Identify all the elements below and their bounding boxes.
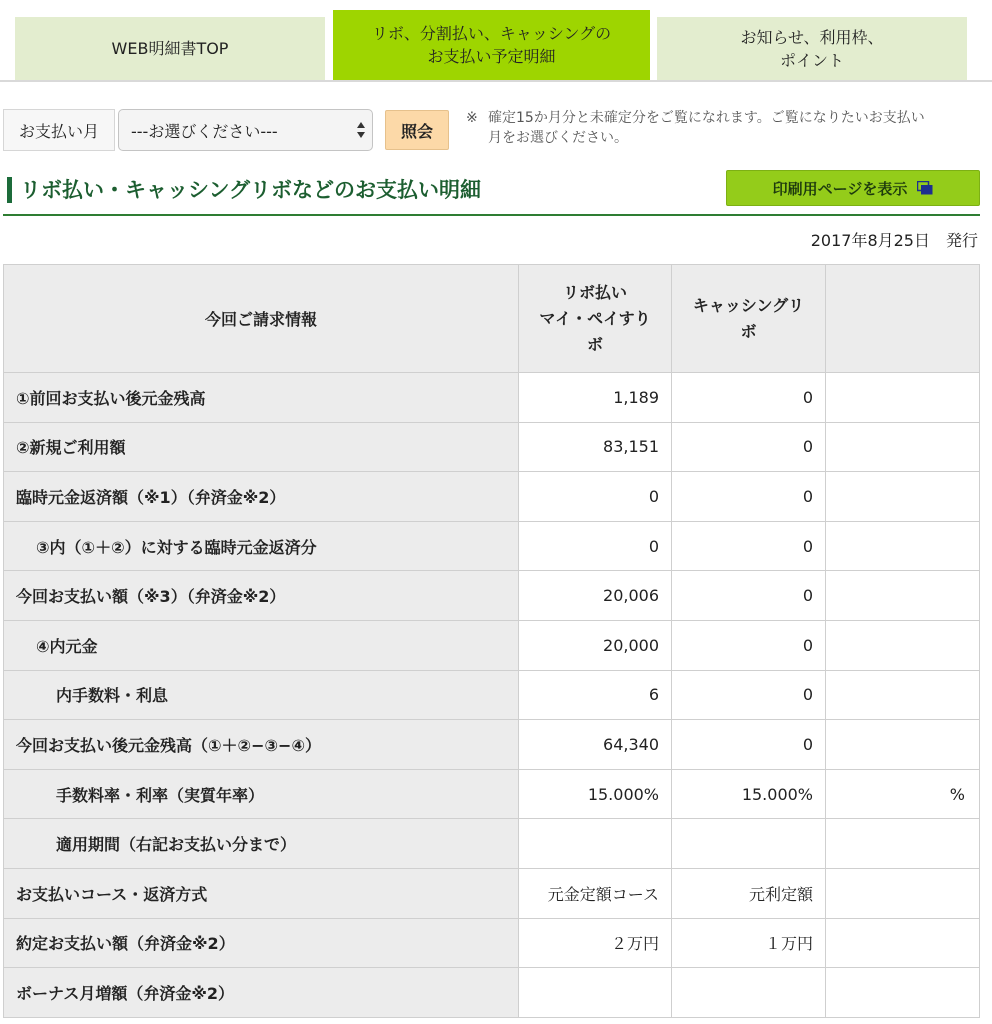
print-page-button[interactable] <box>726 170 980 206</box>
tab-web-statement-top[interactable] <box>15 17 325 80</box>
print-button-label: 印刷用ページを表示 <box>772 179 908 198</box>
table-row <box>4 373 980 423</box>
tab-divider <box>0 80 992 82</box>
heading-accent-bar <box>7 177 12 203</box>
row-label: 内手数料・利息 <box>4 670 519 720</box>
inquiry-button[interactable]: 照会 <box>385 110 449 150</box>
tab-label: お知らせ、利用枠、 <box>740 27 884 47</box>
value-revolving <box>519 819 672 869</box>
value-revolving: 64,340 <box>519 720 672 770</box>
row-label: ①前回お支払い後元金残高 <box>4 373 519 423</box>
header-line: キャッシングリ <box>692 295 805 315</box>
value-other: % <box>826 769 980 819</box>
note-text: 確定15か月分と未確定分をご覧になれます。ご覧になりたいお支払い月をお選びください。 <box>488 110 925 146</box>
note-mark: ※ <box>466 110 478 126</box>
value-revolving: 0 <box>519 521 672 571</box>
header-line: ボ <box>740 321 757 341</box>
table-row <box>4 670 980 720</box>
value-other <box>826 472 980 522</box>
table-header-row <box>4 265 980 373</box>
value-other <box>826 868 980 918</box>
value-other <box>826 422 980 472</box>
value-revolving: 6 <box>519 670 672 720</box>
row-label: 適用期間（右記お支払い分まで） <box>4 819 519 869</box>
billing-table <box>3 264 980 1018</box>
value-revolving <box>519 968 672 1018</box>
value-cashing: 0 <box>672 373 826 423</box>
header-revolving <box>519 265 672 373</box>
new-window-icon <box>917 181 933 195</box>
row-label: ボーナス月増額（弁済金※2） <box>4 968 519 1018</box>
table-row <box>4 868 980 918</box>
payment-month-select[interactable] <box>118 109 373 151</box>
tab-bar <box>0 0 992 82</box>
value-cashing: 0 <box>672 521 826 571</box>
value-cashing: 0 <box>672 422 826 472</box>
tab-label: リボ、分割払い、キャッシングの <box>371 24 612 43</box>
tab-label: お支払い予定明細 <box>427 47 556 66</box>
tab-label: ポイント <box>779 50 844 70</box>
row-label: 臨時元金返済額（※1）（弁済金※2） <box>4 472 519 522</box>
value-revolving: 元金定額コース <box>519 868 672 918</box>
value-cashing: １万円 <box>672 918 826 968</box>
header-empty <box>826 265 980 373</box>
row-label: 手数料率・利率（実質年率） <box>4 769 519 819</box>
value-cashing: 0 <box>672 670 826 720</box>
table-row <box>4 620 980 670</box>
table-row <box>4 720 980 770</box>
value-other <box>826 819 980 869</box>
row-label: ②新規ご利用額 <box>4 422 519 472</box>
tab-label: WEB明細書TOP <box>111 39 229 58</box>
row-label: 今回お支払い後元金残高（①＋②−③−④） <box>4 720 519 770</box>
row-label: ③内（①＋②）に対する臨時元金返済分 <box>4 521 519 571</box>
tab-revolving-payment-schedule[interactable] <box>333 10 650 80</box>
issue-date <box>811 228 978 251</box>
payment-month-value: ---お選びください--- <box>131 121 278 141</box>
header-billing-info: 今回ご請求情報 <box>4 265 519 373</box>
table-row <box>4 571 980 621</box>
value-revolving: 15.000% <box>519 769 672 819</box>
value-revolving: ２万円 <box>519 918 672 968</box>
page-title: リボ払い・キャッシングリボなどのお支払い明細 <box>20 178 482 202</box>
value-cashing: 0 <box>672 571 826 621</box>
value-other <box>826 620 980 670</box>
value-revolving: 0 <box>519 472 672 522</box>
value-cashing: 0 <box>672 620 826 670</box>
value-other <box>826 918 980 968</box>
header-line: ボ <box>586 334 603 354</box>
issue-label: 発行 <box>945 231 978 250</box>
tab-notices-limits-points[interactable] <box>657 17 967 80</box>
value-other <box>826 571 980 621</box>
table-row <box>4 521 980 571</box>
table-row <box>4 769 980 819</box>
payment-month-label: お支払い月 <box>3 109 115 151</box>
table-row <box>4 472 980 522</box>
header-cashing-revolving <box>672 265 826 373</box>
table-row <box>4 968 980 1018</box>
row-label: ④内元金 <box>4 620 519 670</box>
row-label: お支払いコース・返済方式 <box>4 868 519 918</box>
value-other <box>826 521 980 571</box>
value-cashing: 元利定額 <box>672 868 826 918</box>
value-cashing <box>672 819 826 869</box>
table-row <box>4 918 980 968</box>
row-label: 約定お支払い額（弁済金※2） <box>4 918 519 968</box>
issue-date-value: 2017年8月25日 <box>810 231 930 250</box>
selector-note <box>466 108 936 148</box>
value-cashing: 0 <box>672 472 826 522</box>
select-arrows-icon <box>356 121 366 139</box>
value-revolving: 1,189 <box>519 373 672 423</box>
table-row <box>4 422 980 472</box>
value-revolving: 83,151 <box>519 422 672 472</box>
value-revolving: 20,000 <box>519 620 672 670</box>
value-cashing: 15.000% <box>672 769 826 819</box>
value-cashing <box>672 968 826 1018</box>
value-other <box>826 720 980 770</box>
header-line: リボ払い <box>562 282 627 302</box>
header-line: マイ・ペイすり <box>539 308 651 328</box>
value-revolving: 20,006 <box>519 571 672 621</box>
row-label: 今回お支払い額（※3）（弁済金※2） <box>4 571 519 621</box>
value-cashing: 0 <box>672 720 826 770</box>
value-other <box>826 670 980 720</box>
value-other <box>826 968 980 1018</box>
table-row <box>4 819 980 869</box>
value-other <box>826 373 980 423</box>
